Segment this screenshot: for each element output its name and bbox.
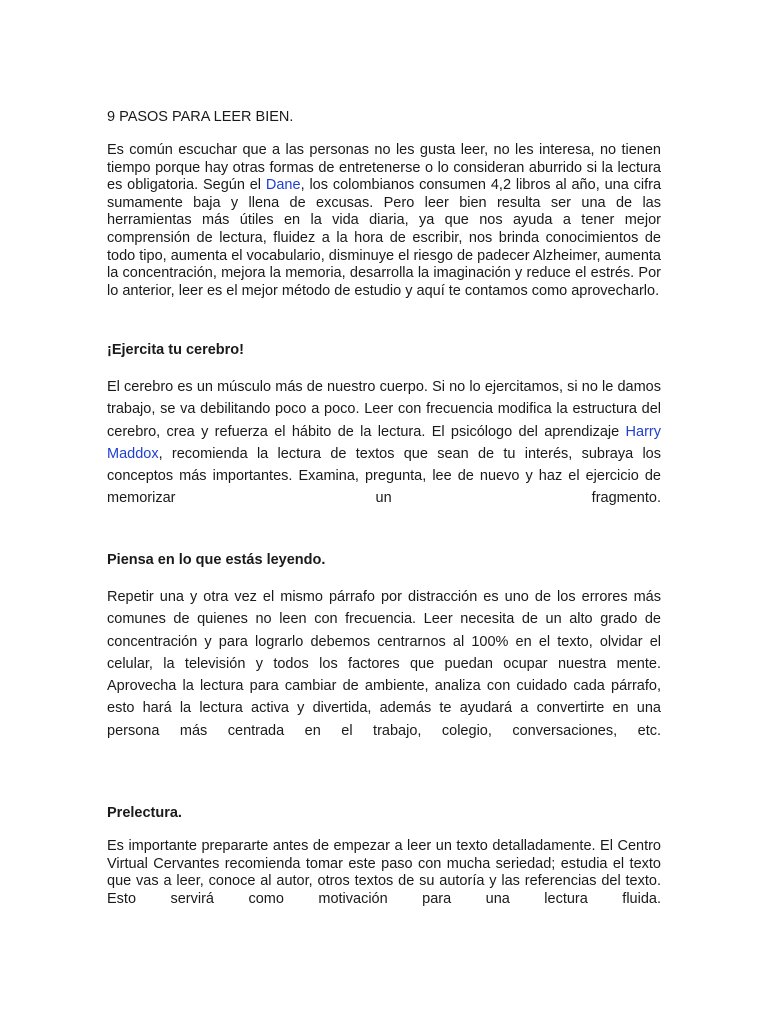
ejercita-text-start: El cerebro es un músculo más de nuestro cuerpo. Si no lo ejercitamos, si no le damos trabajo, se va debilitando poco a poco. Leer con frecuencia modifica la estructura del cerebro, crea y refuerza el hábito de la lectura. El psicólogo del aprendizaje xyxy=(107,379,661,440)
section-heading-ejercita: ¡Ejercita tu cerebro! xyxy=(107,342,244,358)
section-heading-prelectura: Prelectura. xyxy=(107,805,182,821)
intro-text-end: , los colombianos consumen 4,2 libros al año, una cifra sumamente baja y llena de excusas. Pero leer bien resulta ser una de las herramientas más útiles en la vida diaria, ya que nos ayuda a tener mejor comprensión de lectura, fluidez a la hora de escribir, nos brinda conocimientos de todo tipo, aumenta el vocabulario, disminuye el riesgo de padecer Alzheimer, aumenta la concentración, mejora la memoria, desarrolla la imaginación y reduce el estrés. Por lo anterior, leer es el mejor método de estudio y aquí te contamos como aprovecharlo. xyxy=(107,177,662,299)
document-title: 9 PASOS PARA LEER BIEN. xyxy=(107,109,294,125)
section-heading-piensa: Piensa en lo que estás leyendo. xyxy=(107,552,326,568)
section-body-piensa: Repetir una y otra vez el mismo párrafo por distracción es uno de los errores más comunes de quienes no leen con frecuencia. Leer necesita de un alto grado de concentración y para lograrlo debemos centrarnos al 100% en el texto, olvidar el celular, la televisión y todos los factores que puedan ocupar nuestra mente. Aprovecha la lectura para cambiar de ambiente, analiza con cuidado cada párrafo, esto hará la lectura activa y divertida, además te ayudará a convertirte en una persona más centrada en el trabajo, colegio, conversaciones, etc. xyxy=(107,589,661,739)
ejercita-text-end: , recomienda la lectura de textos que sean de tu interés, subraya los conceptos más importantes. Examina, pregunta, lee de nuevo y haz el ejercicio de memorizar un fragmento. xyxy=(107,445,661,507)
section-body-prelectura: Es importante prepararte antes de empezar a leer un texto detalladamente. El Centro Virtual Cervantes recomienda tomar este paso con mucha seriedad; estudia el texto que vas a leer, conoce al autor, otros textos de su autoría y las referencias del texto. Esto servirá como motivación para una lectura fluida. xyxy=(107,838,661,907)
intro-paragraph xyxy=(107,142,661,300)
section-body-ejercita xyxy=(107,376,661,510)
dane-link[interactable]: Dane xyxy=(265,177,301,194)
harry-maddox-link[interactable]: Harry Maddox xyxy=(107,423,661,462)
intro-text-start: Es común escuchar que a las personas no les gusta leer, no les interesa, no tienen tiempo porque hay otras formas de entretenerse o lo consideran aburrido si la lectura es obligatoria. Según el xyxy=(107,142,661,194)
